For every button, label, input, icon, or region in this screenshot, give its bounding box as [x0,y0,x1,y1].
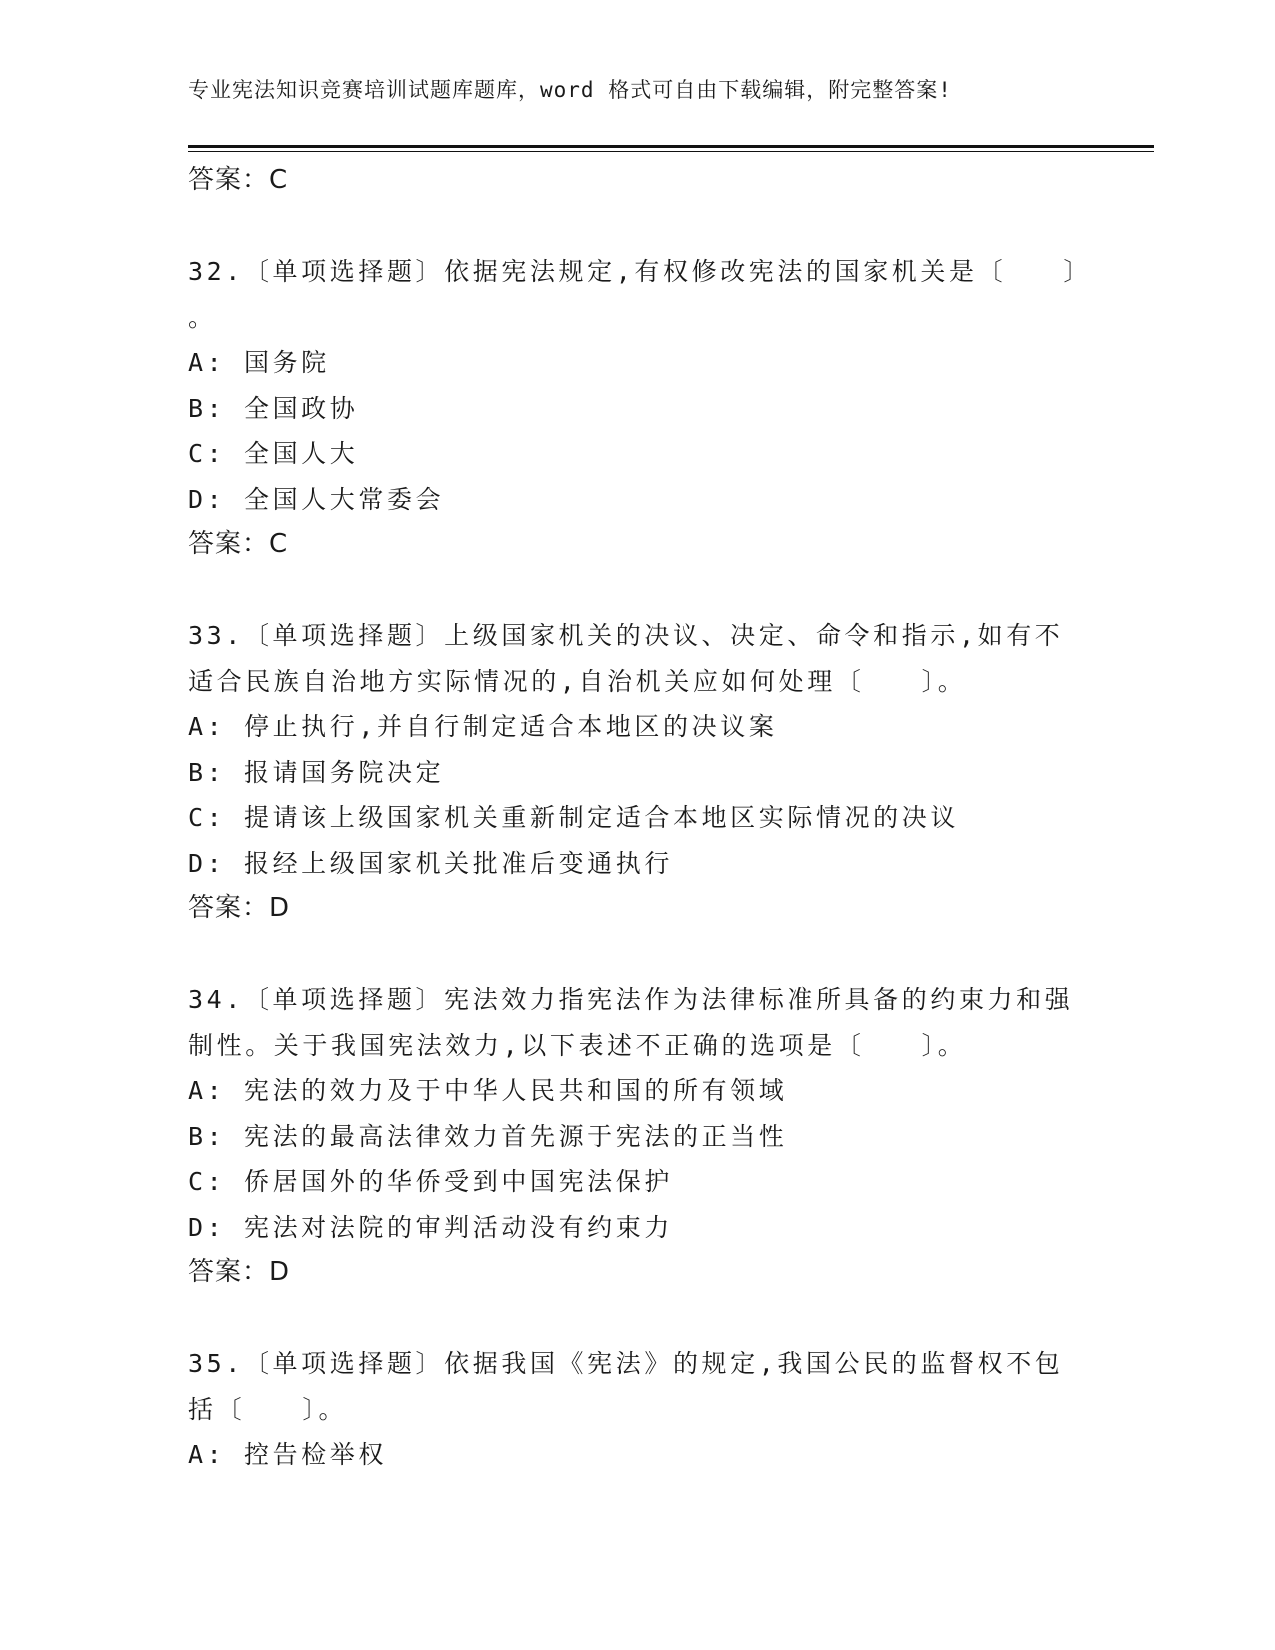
question-33-option-a [188,704,1088,750]
option-text: 国务院 [243,348,330,377]
question-34-line-2: 制性。关于我国宪法效力,以下表述不正确的选项是〔 〕。 [188,1030,967,1060]
question-33-option-b [188,750,1088,796]
question-32-option-b [188,386,1088,432]
question-33-line-1: 33.〔单项选择题〕上级国家机关的决议、决定、命令和指示,如有不 [188,621,1064,650]
spacer [188,568,1088,614]
option-prefix: C: [188,803,226,832]
question-35-line-2: 括〔 〕。 [188,1394,348,1424]
question-35-option-a [188,1432,1088,1478]
answer-line: 答案：C [188,165,289,195]
option-prefix: B: [188,757,226,787]
question-33-option-d [188,841,1088,887]
option-text: 宪法对法院的审判活动没有约束力 [243,1212,673,1242]
option-prefix: D: [188,848,226,878]
option-prefix: C: [188,439,226,468]
question-34-answer: 答案：D [188,1257,291,1287]
question-32-answer: 答案：C [188,529,289,559]
option-text: 全国人大 [243,439,359,468]
question-33-option-c [188,795,1088,841]
question-34-option-c [188,1159,1088,1205]
option-text: 全国政协 [243,393,359,423]
option-text: 提请该上级国家机关重新制定适合本地区实际情况的决议 [243,803,959,832]
question-34-option-b [188,1114,1088,1160]
question-32-line-2: 。 [188,302,217,332]
question-35-line-1: 35.〔单项选择题〕依据我国《宪法》的规定,我国公民的监督权不包 [188,1349,1064,1378]
option-prefix: A: [188,1440,226,1469]
spacer [188,1296,1088,1342]
option-text: 宪法的最高法律效力首先源于宪法的正当性 [243,1121,788,1151]
question-34-line-1: 34.〔单项选择题〕宪法效力指宪法作为法律标准所具备的约束力和强 [188,985,1074,1014]
option-prefix: D: [188,1212,226,1242]
spacer [188,204,1088,250]
header-rule-thick [188,145,1154,148]
option-prefix: A: [188,1076,226,1105]
question-34-option-a [188,1068,1088,1114]
option-prefix: A: [188,712,226,741]
question-32-option-a [188,340,1088,386]
spacer [188,932,1088,978]
option-text: 宪法的效力及于中华人民共和国的所有领域 [243,1076,788,1105]
option-text: 停止执行,并自行制定适合本地区的决议案 [243,712,778,741]
question-32-option-c [188,431,1088,477]
question-32-option-d [188,477,1088,523]
option-text: 报经上级国家机关批准后变通执行 [243,848,673,878]
option-text: 全国人大常委会 [243,484,445,514]
option-text: 控告检举权 [243,1440,387,1469]
option-prefix: A: [188,348,226,377]
option-prefix: D: [188,484,226,514]
document-body [188,158,1093,1478]
option-prefix: B: [188,393,226,423]
page-header: 专业宪法知识竞赛培训试题库题库，word 格式可自由下载编辑，附完整答案! [188,78,952,102]
header-rule-thin [188,151,1154,152]
question-34-option-d [188,1205,1088,1251]
question-32-line-1: 32.〔单项选择题〕依据宪法规定,有权修改宪法的国家机关是〔 〕 [188,257,1093,286]
question-33-line-2: 适合民族自治地方实际情况的,自治机关应如何处理〔 〕。 [188,666,967,696]
option-text: 报请国务院决定 [243,757,445,787]
option-text: 侨居国外的华侨受到中国宪法保护 [243,1167,673,1196]
option-prefix: B: [188,1121,226,1151]
question-33-answer: 答案：D [188,893,291,923]
option-prefix: C: [188,1167,226,1196]
